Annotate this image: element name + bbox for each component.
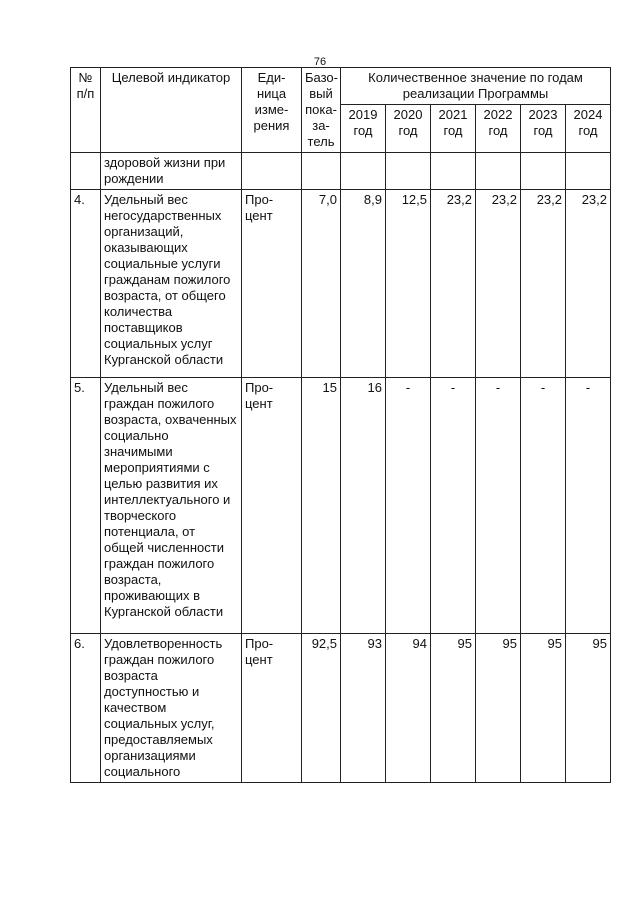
- cell-num: 6.: [71, 634, 101, 783]
- cell-value-2023: -: [521, 378, 566, 634]
- cell-base: 7,0: [302, 190, 341, 378]
- cell-value-2022: 95: [476, 634, 521, 783]
- cell-value-2021: 23,2: [431, 190, 476, 378]
- header-base: Базо-вый пока-за-тель: [302, 68, 341, 153]
- header-year-label: год: [443, 123, 463, 139]
- cell-empty: [386, 153, 431, 190]
- cell-value-2022: 23,2: [476, 190, 521, 378]
- header-year-label: год: [398, 123, 418, 139]
- header-year-2024: [566, 105, 611, 153]
- cell-empty: [521, 153, 566, 190]
- cell-indicator: Удовлетворенность граждан пожилого возраста доступностью и качеством социальных услуг, предоставляемых организациями социального: [101, 634, 242, 783]
- cell-value-2024: 23,2: [566, 190, 611, 378]
- table-row: [71, 378, 611, 634]
- header-years-title: Количественное значение по годам реализации Программы: [341, 68, 611, 105]
- cell-empty: [566, 153, 611, 190]
- header-year-2021: [431, 105, 476, 153]
- table-row: [71, 190, 611, 378]
- header-year-number: 2023: [528, 107, 558, 123]
- cell-empty: [302, 153, 341, 190]
- cell-value-2020: 94: [386, 634, 431, 783]
- cell-value-2021: -: [431, 378, 476, 634]
- cell-empty: [431, 153, 476, 190]
- header-year-2020: [386, 105, 431, 153]
- cell-indicator: Удельный вес граждан пожилого возраста, охваченных социально значимыми мероприятиями с целью развития их интеллектуального и творческого потенциала, от общей численности граждан пожилого возраста, проживающих в Курганской области: [101, 378, 242, 634]
- target-indicators-table: [70, 67, 611, 783]
- cell-empty: [476, 153, 521, 190]
- cell-value-2021: 95: [431, 634, 476, 783]
- cell-value-2022: -: [476, 378, 521, 634]
- table-row: [71, 634, 611, 783]
- header-year-number: 2019: [348, 107, 378, 123]
- header-unit: Еди-ница изме-рения: [242, 68, 302, 153]
- cell-unit: Про-цент: [242, 190, 302, 378]
- cell-base: 92,5: [302, 634, 341, 783]
- header-year-number: 2021: [438, 107, 468, 123]
- cell-empty: [341, 153, 386, 190]
- cell-unit: Про-цент: [242, 378, 302, 634]
- header-year-2023: [521, 105, 566, 153]
- cell-value-2019: 93: [341, 634, 386, 783]
- header-year-label: год: [353, 123, 373, 139]
- page-number: 76: [313, 56, 327, 68]
- cell-indicator: Удельный вес негосударственных организаций, оказывающих социальные услуги гражданам пожилого возраста, от общего количества поставщиков социальных услуг Курганской области: [101, 190, 242, 378]
- header-year-label: год: [533, 123, 553, 139]
- cell-value-2020: 12,5: [386, 190, 431, 378]
- cell-value-2020: -: [386, 378, 431, 634]
- cell-unit: Про-цент: [242, 634, 302, 783]
- cell-base: 15: [302, 378, 341, 634]
- header-year-label: год: [578, 123, 598, 139]
- cell-value-2019: 16: [341, 378, 386, 634]
- cell-value-2023: 23,2: [521, 190, 566, 378]
- cell-value-2023: 95: [521, 634, 566, 783]
- header-year-number: 2024: [573, 107, 603, 123]
- cell-empty: [71, 153, 101, 190]
- cell-empty: [242, 153, 302, 190]
- cell-num: 4.: [71, 190, 101, 378]
- header-year-number: 2022: [483, 107, 513, 123]
- header-row-1: [71, 68, 611, 105]
- header-num: № п/п: [71, 68, 101, 153]
- cell-value-2019: 8,9: [341, 190, 386, 378]
- header-year-2019: [341, 105, 386, 153]
- continuation-row: [71, 153, 611, 190]
- header-year-number: 2020: [393, 107, 423, 123]
- cell-value-2024: 95: [566, 634, 611, 783]
- header-indicator: Целевой индикатор: [101, 68, 242, 153]
- cell-num: 5.: [71, 378, 101, 634]
- cell-value-2024: -: [566, 378, 611, 634]
- cell-indicator: здоровой жизни при рождении: [101, 153, 242, 190]
- header-year-label: год: [488, 123, 508, 139]
- header-year-2022: [476, 105, 521, 153]
- table-body: [71, 190, 611, 783]
